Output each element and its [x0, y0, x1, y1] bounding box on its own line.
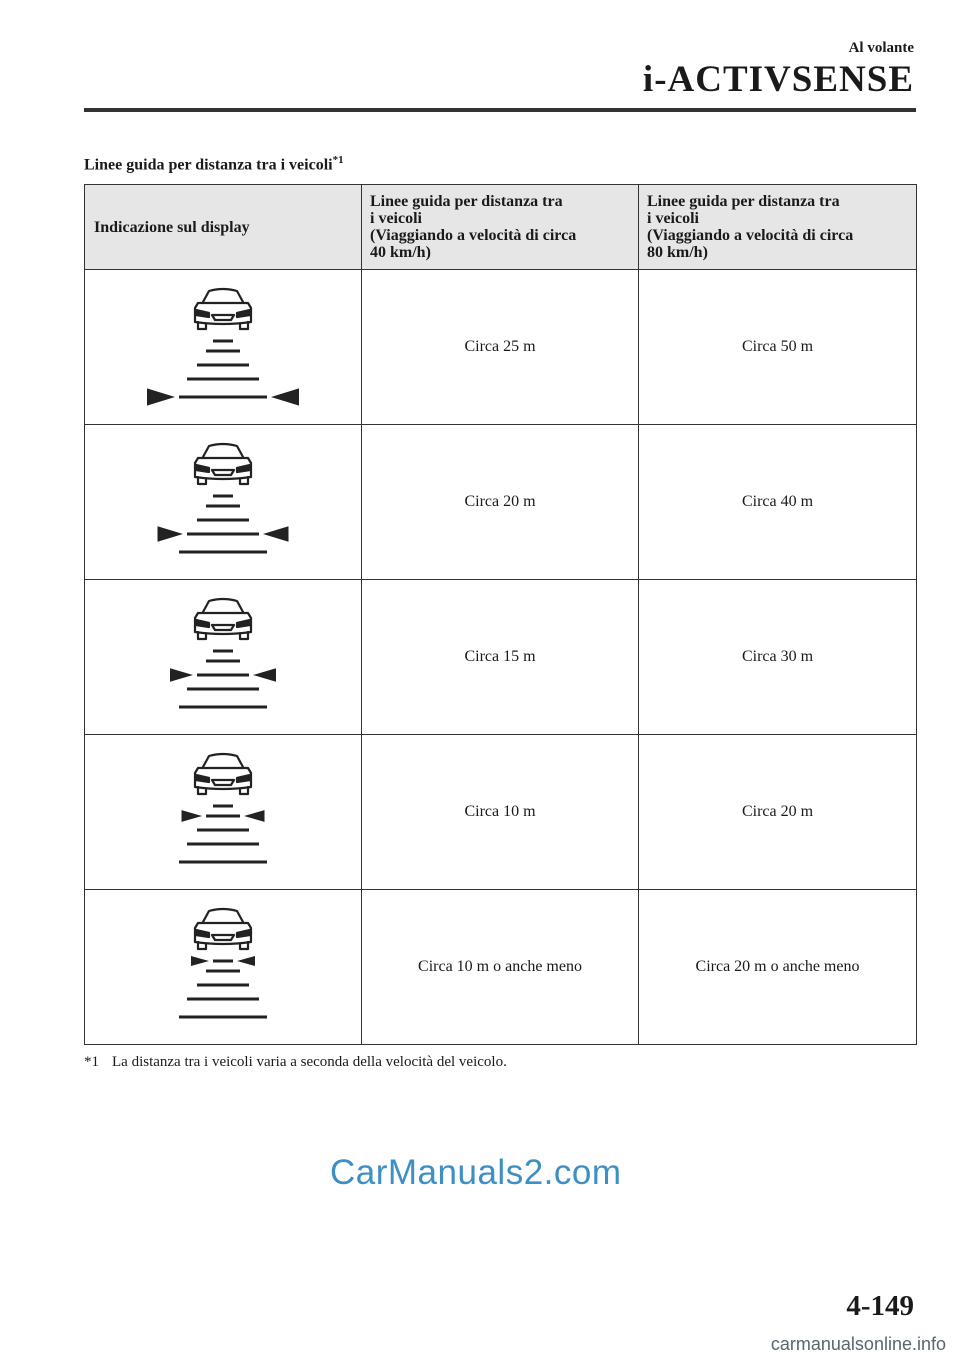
chapter-title: i-ACTIVSENSE — [642, 59, 914, 100]
distance-80kmh: Circa 30 m — [639, 580, 917, 735]
car-headlight-left — [196, 620, 209, 627]
table-row — [85, 270, 917, 425]
page-number: 4-149 — [846, 1290, 914, 1322]
header-line: Linee guida per distanza tra — [370, 193, 563, 210]
car-headlight-right — [237, 620, 250, 627]
distance-bar — [206, 350, 240, 353]
distance-bar — [179, 706, 267, 709]
section-title-text: Linee guida per distanza tra i veicoli — [84, 156, 333, 174]
car-roof — [203, 909, 243, 922]
distance-bar — [179, 1016, 267, 1019]
distance-80kmh: Circa 20 m — [639, 735, 917, 890]
header-line: (Viaggiando a velocità di circa — [647, 227, 854, 244]
distance-80kmh: Circa 50 m — [639, 270, 917, 425]
distance-bar — [197, 984, 249, 987]
table-row — [85, 425, 917, 580]
header-line: i veicoli — [647, 210, 699, 227]
distance-bar — [206, 505, 240, 508]
display-icon-cell — [85, 735, 362, 890]
distance-bar — [197, 364, 249, 367]
distance-40kmh: Circa 20 m — [362, 425, 639, 580]
arrow-left-icon — [191, 956, 209, 966]
distance-bar — [206, 815, 240, 818]
footnote-mark: *1 — [84, 1054, 99, 1070]
section-label: Al volante — [848, 40, 914, 56]
car-grille — [212, 780, 234, 785]
car-roof — [203, 289, 243, 302]
distance-bar — [206, 660, 240, 663]
arrow-right-icon — [237, 956, 255, 966]
car-distance-3-bars-icon — [138, 595, 308, 719]
arrow-left-icon — [158, 526, 184, 541]
car-headlight-right — [237, 930, 250, 937]
distance-bar — [187, 843, 259, 846]
watermark: CarManuals2.com — [330, 1153, 622, 1192]
header-line: i veicoli — [370, 210, 422, 227]
col-header-80kmh — [639, 185, 917, 270]
display-icon-cell — [85, 270, 362, 425]
footnote-text: La distanza tra i veicoli varia a seconda della velocità del veicolo. — [112, 1054, 507, 1070]
footnote-ref: *1 — [332, 154, 344, 166]
distance-bar — [197, 674, 249, 677]
distance-bar — [213, 340, 233, 343]
arrow-right-icon — [271, 388, 299, 405]
car-headlight-left — [196, 310, 209, 317]
table-row — [85, 890, 917, 1045]
table-row — [85, 735, 917, 890]
distance-bar — [213, 960, 233, 963]
header-rule — [84, 108, 916, 112]
col-header-display: Indicazione sul display — [85, 185, 362, 270]
distance-bar — [197, 519, 249, 522]
distance-bar — [206, 970, 240, 973]
table-row — [85, 580, 917, 735]
display-icon-cell — [85, 425, 362, 580]
car-distance-4-bars-icon — [138, 440, 308, 564]
header-line: (Viaggiando a velocità di circa — [370, 227, 577, 244]
header-line: Linee guida per distanza tra — [647, 193, 840, 210]
arrow-left-icon — [182, 810, 203, 822]
car-distance-2-bars-icon — [138, 750, 308, 874]
distance-40kmh: Circa 15 m — [362, 580, 639, 735]
car-roof — [203, 754, 243, 767]
arrow-left-icon — [170, 668, 193, 682]
section-title — [84, 154, 344, 174]
car-grille — [212, 315, 234, 320]
distance-40kmh: Circa 10 m — [362, 735, 639, 890]
car-grille — [212, 470, 234, 475]
distance-table — [84, 184, 917, 1045]
source-watermark: carmanualsonline.info — [770, 1334, 946, 1354]
col-header-40kmh — [362, 185, 639, 270]
car-headlight-right — [237, 775, 250, 782]
distance-bar — [187, 688, 259, 691]
car-headlight-left — [196, 465, 209, 472]
distance-bar — [187, 533, 259, 536]
distance-bar — [187, 378, 259, 381]
car-roof — [203, 444, 243, 457]
header-line: 40 km/h) — [370, 244, 431, 261]
distance-bar — [187, 998, 259, 1001]
distance-80kmh: Circa 40 m — [639, 425, 917, 580]
car-grille — [212, 935, 234, 940]
car-grille — [212, 625, 234, 630]
footnote — [84, 1054, 507, 1071]
distance-bar — [213, 650, 233, 653]
arrow-right-icon — [263, 526, 289, 541]
car-icon — [195, 754, 251, 794]
arrow-right-icon — [244, 810, 265, 822]
car-distance-1-bar-icon — [138, 905, 308, 1029]
car-roof — [203, 599, 243, 612]
header-line: 80 km/h) — [647, 244, 708, 261]
distance-bar — [213, 805, 233, 808]
arrow-right-icon — [253, 668, 276, 682]
distance-bar — [179, 396, 267, 399]
car-distance-5-bars-icon — [138, 285, 308, 409]
distance-40kmh: Circa 25 m — [362, 270, 639, 425]
arrow-left-icon — [147, 388, 175, 405]
distance-bar — [213, 495, 233, 498]
car-icon — [195, 444, 251, 484]
car-headlight-left — [196, 775, 209, 782]
distance-bar — [197, 829, 249, 832]
car-headlight-right — [237, 465, 250, 472]
distance-80kmh: Circa 20 m o anche meno — [639, 890, 917, 1045]
car-icon — [195, 909, 251, 949]
display-icon-cell — [85, 890, 362, 1045]
distance-bar — [179, 551, 267, 554]
distance-40kmh: Circa 10 m o anche meno — [362, 890, 639, 1045]
car-headlight-left — [196, 930, 209, 937]
car-icon — [195, 599, 251, 639]
table-header-row — [85, 185, 917, 270]
car-icon — [195, 289, 251, 329]
car-headlight-right — [237, 310, 250, 317]
distance-bar — [179, 861, 267, 864]
display-icon-cell — [85, 580, 362, 735]
